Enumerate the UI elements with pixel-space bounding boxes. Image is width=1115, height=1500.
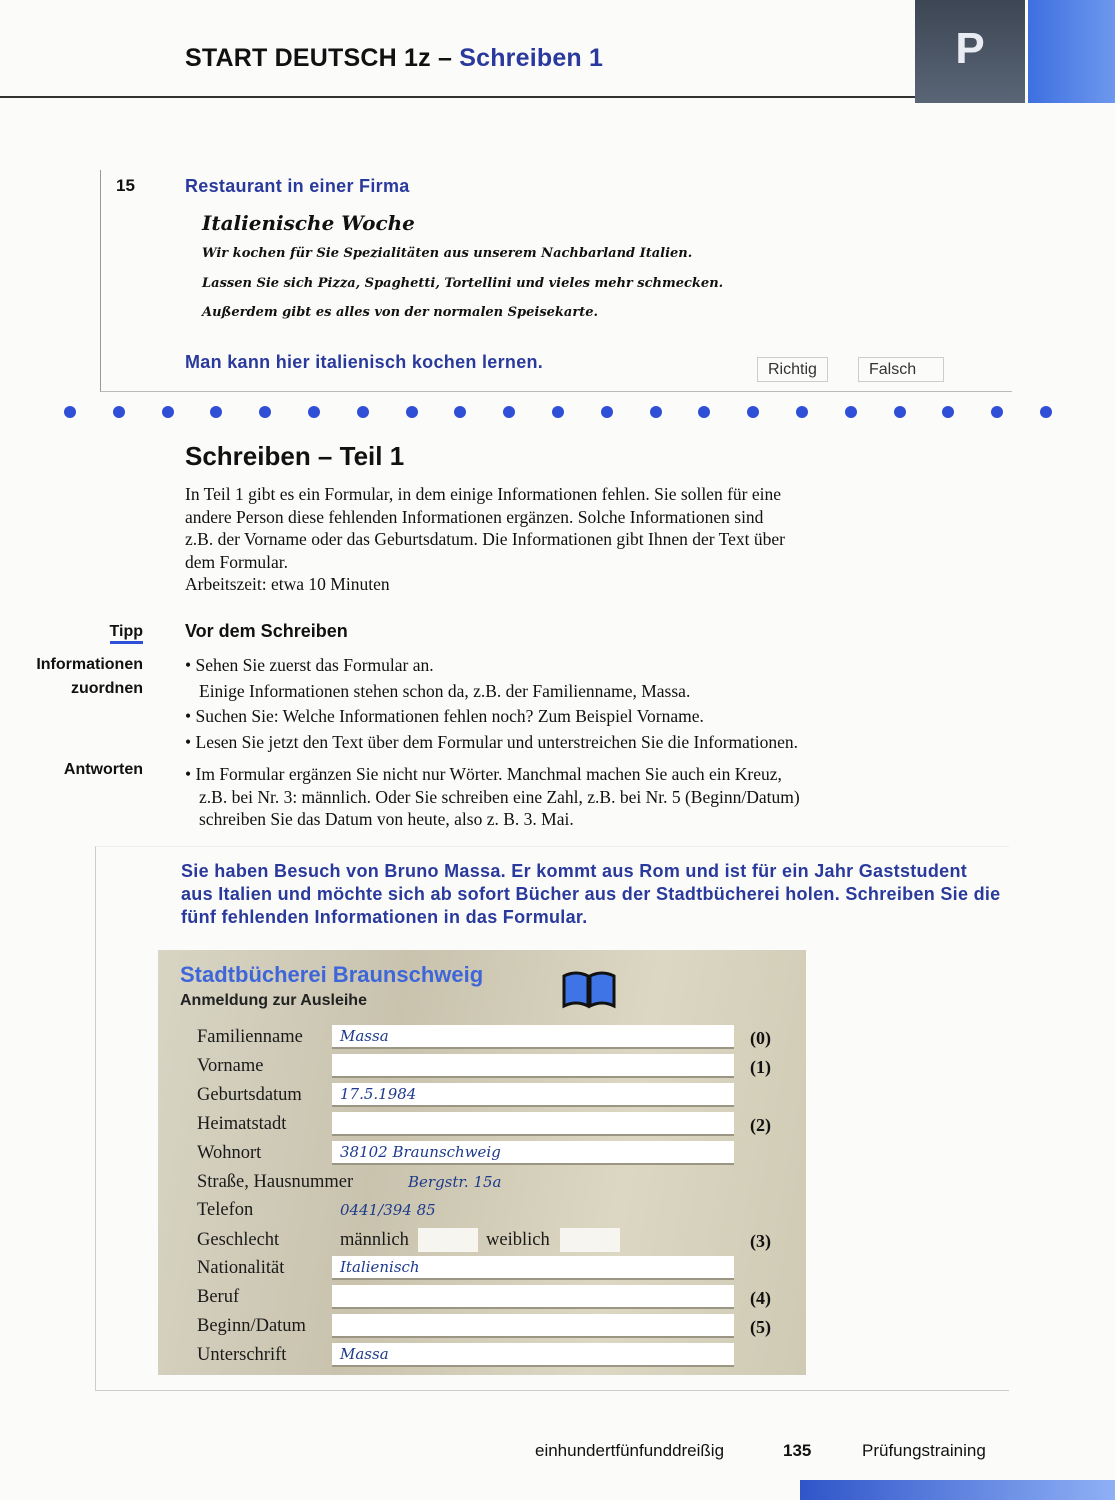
page-number: 135: [783, 1441, 812, 1460]
intro-line: z.B. der Vorname oder das Geburtsdatum. Die Informationen gibt Ihnen der Text über: [185, 529, 785, 549]
form-row: [158, 1139, 806, 1168]
footer-section: Prüfungstraining: [862, 1441, 986, 1460]
notice-title: Italienische Woche: [202, 211, 415, 235]
form-field-value: Massa: [340, 1027, 389, 1045]
form-field[interactable]: [332, 1285, 734, 1309]
divider-dot: [552, 406, 564, 418]
divider-dot: [210, 406, 222, 418]
divider-dot: [503, 406, 515, 418]
intro-line: In Teil 1 gibt es ein Formular, in dem einige Informationen fehlen. Sie sollen für eine: [185, 484, 781, 504]
form-label: Telefon: [197, 1200, 254, 1220]
form-field-value: 17.5.1984: [340, 1085, 417, 1103]
divider-dot: [796, 406, 808, 418]
form-label: Familienname: [197, 1027, 303, 1047]
form-field[interactable]: [332, 1256, 734, 1280]
divider-dot: [991, 406, 1003, 418]
form-title: Stadtbücherei Braunschweig: [180, 962, 484, 987]
notice-line: Außerdem gibt es alles von der normalen Speisekarte.: [202, 305, 598, 320]
notice-line: Lassen Sie sich Pizza, Spaghetti, Tortellini und vieles mehr schmecken.: [202, 276, 724, 291]
form-label: Geschlecht: [197, 1230, 280, 1250]
title-sub: Schreiben 1: [459, 44, 604, 72]
form-label: Nationalität: [197, 1258, 285, 1278]
form-row: [158, 1052, 806, 1081]
item-number-label: (2): [750, 1115, 771, 1135]
form-field[interactable]: [332, 1343, 734, 1367]
option-male-label: männlich: [340, 1230, 409, 1250]
item-number-label: (3): [750, 1231, 771, 1251]
bullet-cont: schreiben Sie das Datum von heute, also z. B. 3. Mai.: [199, 809, 574, 829]
section-letter-tab: P: [915, 0, 1025, 103]
item-number-label: (4): [750, 1288, 771, 1308]
bullet: • Lesen Sie jetzt den Text über dem Formular und unterstreichen Sie die Informationen.: [185, 731, 799, 752]
side-label-line: zuordnen: [71, 680, 143, 697]
page-number-word: einhundertfünfunddreißig: [535, 1441, 725, 1460]
divider-dot: [942, 406, 954, 418]
form-row: [158, 1110, 806, 1139]
option-female-label: weiblich: [486, 1230, 550, 1250]
tipp-heading: Vor dem Schreiben: [185, 621, 348, 641]
form-label: Beruf: [197, 1287, 240, 1307]
divider-dot: [454, 406, 466, 418]
falsch-option[interactable]: Falsch: [858, 357, 944, 382]
side-label-line: Informationen: [36, 656, 143, 673]
form-label: Wohnort: [197, 1143, 262, 1163]
form-row: [158, 1341, 806, 1370]
form-field[interactable]: [332, 1314, 734, 1338]
item-number-label: (1): [750, 1057, 771, 1077]
form-field-value: Italienisch: [340, 1258, 420, 1276]
notice-line: Wir kochen für Sie Spezialitäten aus unserem Nachbarland Italien.: [202, 246, 693, 261]
divider-dot: [64, 406, 76, 418]
footer-color-bar: [800, 1480, 1115, 1500]
page-header-title: [185, 44, 603, 73]
bullet: • Suchen Sie: Welche Informationen fehlen noch? Zum Beispiel Vorname.: [185, 706, 704, 726]
side-label-zuordnen: [36, 653, 143, 701]
richtig-option[interactable]: Richtig: [757, 357, 828, 382]
divider-dot: [357, 406, 369, 418]
tipp-bullets-2: [185, 763, 985, 831]
divider-dot: [113, 406, 125, 418]
intro-line: dem Formular.: [185, 551, 289, 572]
work-time: Arbeitszeit: etwa 10 Minuten: [185, 574, 390, 594]
divider-dot: [650, 406, 662, 418]
form-field[interactable]: [332, 1054, 734, 1078]
form-field[interactable]: [332, 1141, 734, 1165]
street-value[interactable]: Bergstr. 15a: [408, 1173, 502, 1191]
form-row: [158, 1196, 806, 1225]
title-main: START DEUTSCH 1z –: [185, 44, 453, 72]
divider-dot: [601, 406, 613, 418]
form-subtitle: Anmeldung zur Ausleihe: [180, 992, 367, 1009]
header-rule: [0, 96, 918, 98]
divider-dot: [894, 406, 906, 418]
task-text: Sie haben Besuch von Bruno Massa. Er kommt aus Rom und ist für ein Jahr Gaststudent aus Italien und möchte sich ab sofort Bücher aus der Stadtbücherei holen. Schreiben Sie die fünf fehlenden Informationen in das Formular.: [181, 861, 1001, 927]
form-row: [158, 1312, 806, 1341]
divider-dot: [308, 406, 320, 418]
form-row: [158, 1226, 806, 1255]
form-row: [158, 1283, 806, 1312]
tipp-bullets-1: [185, 653, 985, 755]
tipp-label: Tipp: [110, 623, 143, 644]
divider-dot: [406, 406, 418, 418]
book-icon: [560, 968, 618, 1010]
form-label: Unterschrift: [197, 1345, 287, 1365]
bullet-cont: Einige Informationen stehen schon da, z.B. der Familienname, Massa.: [199, 680, 691, 701]
item-number-label: (5): [750, 1317, 771, 1337]
library-form: [158, 950, 806, 1375]
form-field-value: 38102 Braunschweig: [340, 1143, 501, 1161]
form-row: [158, 1254, 806, 1283]
divider-dot: [1040, 406, 1052, 418]
statement: Man kann hier italienisch kochen lernen.: [185, 352, 544, 372]
form-label: Vorname: [197, 1056, 264, 1076]
item-number: 15: [116, 176, 135, 195]
divider-dot: [162, 406, 174, 418]
form-label: Heimatstadt: [197, 1114, 287, 1134]
divider-dot: [698, 406, 710, 418]
bullet: • Sehen Sie zuerst das Formular an.: [185, 655, 434, 675]
divider-dot: [747, 406, 759, 418]
bullet-cont: z.B. bei Nr. 3: männlich. Oder Sie schreiben eine Zahl, z.B. bei Nr. 5 (Beginn/Datum): [199, 786, 800, 807]
form-field[interactable]: [332, 1112, 734, 1136]
form-field-value: Massa: [340, 1345, 389, 1363]
intro-line: andere Person diese fehlenden Informationen ergänzen. Solche Informationen sind: [185, 506, 764, 527]
bullet: • Im Formular ergänzen Sie nicht nur Wörter. Manchmal machen Sie auch ein Kreuz,: [185, 764, 782, 784]
form-label: Geburtsdatum: [197, 1085, 302, 1105]
divider-dot: [845, 406, 857, 418]
form-label: Beginn/Datum: [197, 1316, 306, 1336]
item-heading: Restaurant in einer Firma: [185, 176, 410, 196]
side-label-antworten: Antworten: [63, 761, 143, 778]
header-color-strip: [1028, 0, 1115, 103]
form-row: [158, 1081, 806, 1110]
form-row: [158, 1168, 806, 1197]
phone-value[interactable]: 0441/394 85: [340, 1201, 436, 1219]
female-checkbox[interactable]: [560, 1228, 620, 1252]
divider-dot: [259, 406, 271, 418]
form-field[interactable]: [332, 1025, 734, 1049]
item-number-label: (0): [750, 1028, 771, 1048]
form-row: [158, 1023, 806, 1052]
form-label: Straße, Hausnummer: [197, 1172, 354, 1192]
section-intro: [185, 483, 945, 596]
form-field[interactable]: [332, 1083, 734, 1107]
section-title: Schreiben – Teil 1: [185, 441, 405, 471]
male-checkbox[interactable]: [418, 1228, 478, 1252]
